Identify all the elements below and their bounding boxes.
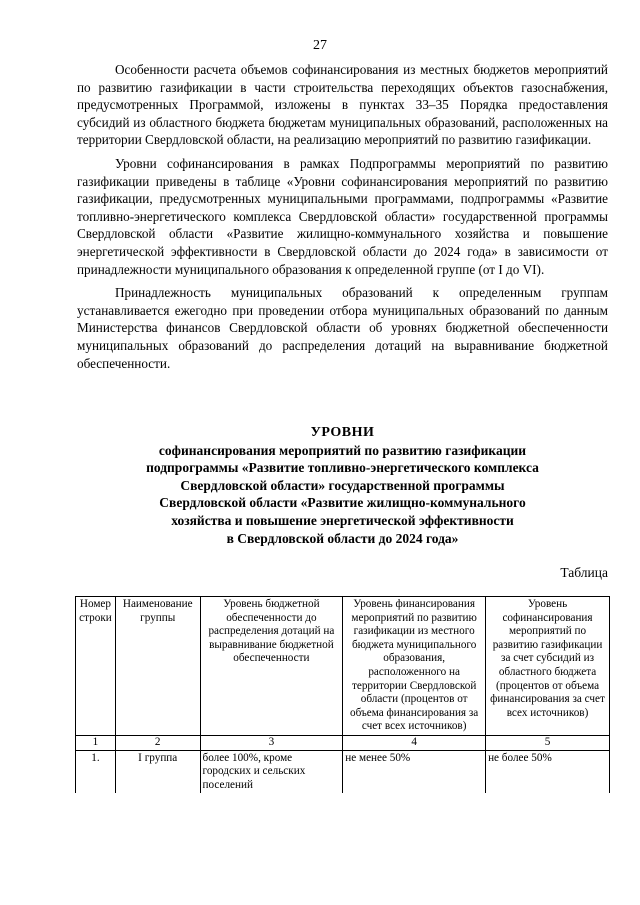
title-line: Свердловской области «Развитие жилищно-коммунального [159,495,526,511]
table-cell: более 100%, кроме городских и сельских поселений [200,750,343,793]
paragraph-2: Уровни софинансирования в рамках Подпрограммы мероприятий по развитию газификации приведены в таблице «Уровни софинансирования мероприятий по развитию газификации, предусмотренных муниципальными программами, подпрограммы «Развитие топливно-энергетического комплекса Свердловской области» государственной программы Свердловской области «Развитие жилищно-коммунального хозяйства и повышение энергетической эффективности в Свердловской области до 2024 года» в зависимости от принадлежности муниципального образования к определенной группе (от I до VI). [77,155,608,277]
column-number: 1 [76,735,116,750]
table-header-row [76,597,610,736]
table-cell: I группа [115,750,200,793]
table-cell: 1. [76,750,116,793]
header-cell-local-funding: Уровень финансирования мероприятий по развитию газификации из местного бюджета муниципального образования, расположенного на территории Свердловской области (процентов от объема финансирования за счет всех источников) [343,597,486,736]
header-cell-row-number: Номер строки [76,597,116,736]
page-number: 27 [313,38,327,53]
header-cell-budget-level: Уровень бюджетной обеспеченности до распределения дотаций на выравнивание бюджетной обеспеченности [200,597,343,736]
paragraph-1: Особенности расчета объемов софинансирования из местных бюджетов мероприятий по развитию газификации в части строительства переходящих объектов газоснабжения, предусмотренных Программой, изложены в пунктах 33–35 Порядка предоставления субсидий из областного бюджета бюджетам муниципальных образований, расположенных на территории Свердловской области, на реализацию мероприятий по развитию газификации. [77,62,608,148]
header-cell-group-name: Наименование группы [115,597,200,736]
body-text [77,61,608,378]
title-line: подпрограммы «Развитие топливно-энергетического комплекса [146,460,539,476]
column-number: 2 [115,735,200,750]
column-number: 3 [200,735,343,750]
title-line: софинансирования мероприятий по развитию газификации [158,442,527,458]
title-line: в Свердловской области до 2024 года» [226,530,459,546]
paragraph-3: Принадлежность муниципальных образований к определенным группам устанавливается ежегодно при проведении отбора муниципальных образований по данным Министерства финансов Свердловской области об уровнях бюджетной обеспеченности муниципальных образований до распределения дотаций на выравнивание бюджетной обеспеченности. [77,285,608,371]
table-title [77,424,608,547]
table-row [76,750,610,793]
title-line: Свердловской области» государственной программы [180,477,505,493]
column-number: 5 [486,735,610,750]
table-cell: не более 50% [486,750,610,793]
column-number-row [76,735,610,750]
table-cell: не менее 50% [343,750,486,793]
levels-table [75,596,610,793]
column-number: 4 [343,735,486,750]
title-line: хозяйства и повышение энергетической эффективности [171,512,514,528]
title-heading: УРОВНИ [310,425,375,440]
header-cell-regional-cofunding: Уровень софинансирования мероприятий по развитию газификации за счет субсидий из областного бюджета (процентов от объема финансирования за счет всех источников) [486,597,610,736]
table-label: Таблица [560,565,608,580]
